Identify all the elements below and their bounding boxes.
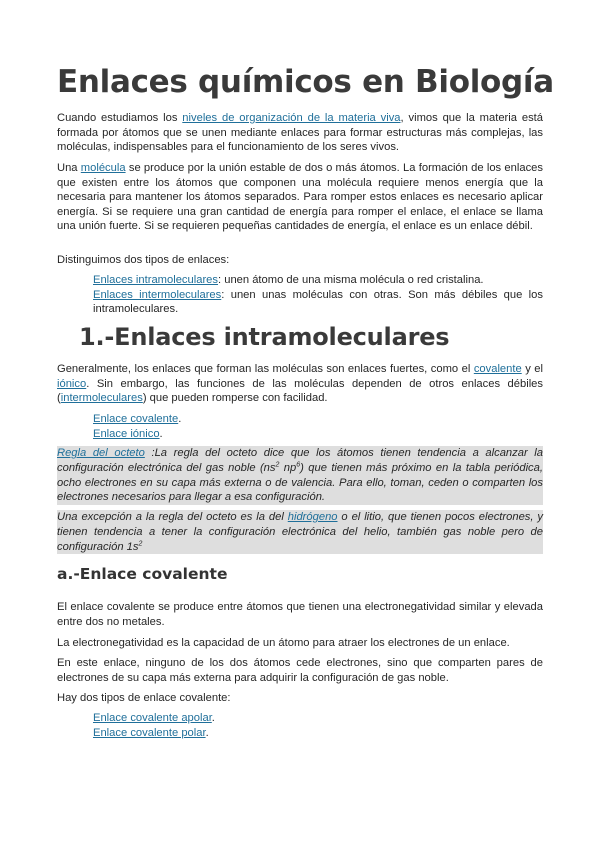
link-hidrogeno[interactable]: hidrógeno (287, 511, 338, 523)
list-item (93, 412, 543, 427)
intro-paragraph-3: Distinguimos dos tipos de enlaces: (57, 254, 230, 266)
link-molecula[interactable]: molécula (80, 162, 126, 174)
link-ionico[interactable]: iónico (57, 377, 87, 390)
list-item-tail: . (159, 427, 163, 440)
list-item-tail: . (205, 726, 209, 739)
list-item-tail: . (178, 413, 182, 425)
covalente-types-list (93, 711, 543, 740)
note-text: o el litio, que tienen pocos electrones, y tienen tendencia a tener la configuración electrónica del helio, también gas noble pero de configuración 1s (57, 511, 543, 553)
link-enlace-covalente[interactable]: Enlace covalente (93, 413, 179, 425)
link-enlace-ionico[interactable]: Enlace iónico (93, 427, 160, 440)
octet-rule-note (57, 446, 543, 505)
superscript: 2 (275, 461, 280, 469)
link-covalente[interactable]: covalente (473, 363, 522, 375)
note-text: ) que tienen más próximo en la tabla periódica, ocho electrones en su capa más externa o de valencia. Para ello, toman, ceden o comparten los electrones necesarios para llegar a esa configuración. (57, 461, 543, 504)
section1-text: . Sin embargo, las funciones de las moléculas dependen de otros enlaces débiles ( (57, 377, 543, 404)
superscript: 6 (296, 461, 301, 469)
link-enlace-covalente-apolar[interactable]: Enlace covalente apolar (93, 712, 212, 724)
list-item (93, 288, 543, 317)
section-heading-intramoleculares: 1.-Enlaces intramoleculares (79, 323, 450, 351)
section-heading-covalente: a.-Enlace covalente (57, 565, 228, 583)
covalente-paragraph-3: En este enlace, ninguno de los dos átomos cede electrones, sino que comparten pares de electrones de su capa más externa para adquirir la configuración de gas noble. (57, 657, 543, 684)
intro-paragraph-1 (57, 111, 543, 155)
note-text: :La regla del octeto dice que los átomos tienen tendencia a alcanzar la configuración electrónica del gas noble (ns (57, 447, 543, 474)
intro-p1-text: Cuando estudiamos los (57, 112, 183, 124)
link-intermoleculares[interactable]: intermoleculares (60, 392, 143, 404)
intro-p1-text-end: , vimos que la materia está formada por átomos que se unen mediante enlaces para formar estructuras más complejas, las moléculas, indispensables para el funcionamiento de los seres vivos. (57, 112, 543, 153)
intro-p2-text-end: se produce por la unión estable de dos o más átomos. La formación de los enlaces que existen entre los átomos que componen una molécula requiere menos energía que la necesaria para mantener los átomos separados. Para romper estos enlaces es necesario aplicar energía. Si se requiere una gran cantidad de energía para romper el enlace, el enlace se llama una unión fuerte. Si se requieren pequeñas cantidades de energía, el enlace es un enlace débil. (57, 162, 543, 232)
note-text: Una excepción a la regla del octeto es la del (57, 511, 288, 523)
link-enlaces-intermoleculares[interactable]: Enlaces intermoleculares (93, 288, 222, 301)
covalente-paragraph-4: Hay dos tipos de enlace covalente: (57, 692, 231, 704)
intro-paragraph-2 (57, 161, 543, 234)
link-niveles-organizacion[interactable]: niveles de organización de la materia viva (182, 112, 401, 124)
list-item (93, 726, 543, 741)
covalente-paragraph-2: La electronegatividad es la capacidad de un átomo para atraer los electrones de un enlace. (57, 637, 510, 649)
superscript: 2 (138, 539, 143, 547)
section1-paragraph (57, 362, 543, 406)
link-regla-octeto[interactable]: Regla del octeto (57, 447, 145, 459)
octet-exception-note (57, 510, 543, 554)
list-item (93, 273, 543, 288)
list-item-text: : unen átomo de una misma molécula o red cristalina. (218, 274, 484, 286)
link-enlace-covalente-polar[interactable]: Enlace covalente polar (93, 726, 206, 739)
link-enlaces-intramoleculares[interactable]: Enlaces intramoleculares (93, 274, 218, 286)
section1-text: y el (521, 363, 543, 375)
section1-text: Generalmente, los enlaces que forman las moléculas son enlaces fuertes, como el (57, 363, 474, 375)
bond-types-list (93, 273, 543, 317)
section1-text: ) que pueden romperse con facilidad. (142, 392, 328, 404)
note-text: np (279, 461, 297, 474)
list-item-text: : unen unas moléculas con otras. Son más débiles que los intramoleculares. (93, 288, 543, 315)
list-item-tail: . (211, 712, 215, 724)
list-item (93, 427, 543, 442)
section1-links-list (93, 412, 543, 441)
covalente-paragraph-1: El enlace covalente se produce entre átomos que tienen una electronegatividad similar y elevada entre dos no metales. (57, 601, 543, 628)
intro-p2-text: Una (57, 162, 81, 174)
page-title: Enlaces químicos en Biología (57, 64, 554, 100)
list-item (93, 711, 543, 726)
